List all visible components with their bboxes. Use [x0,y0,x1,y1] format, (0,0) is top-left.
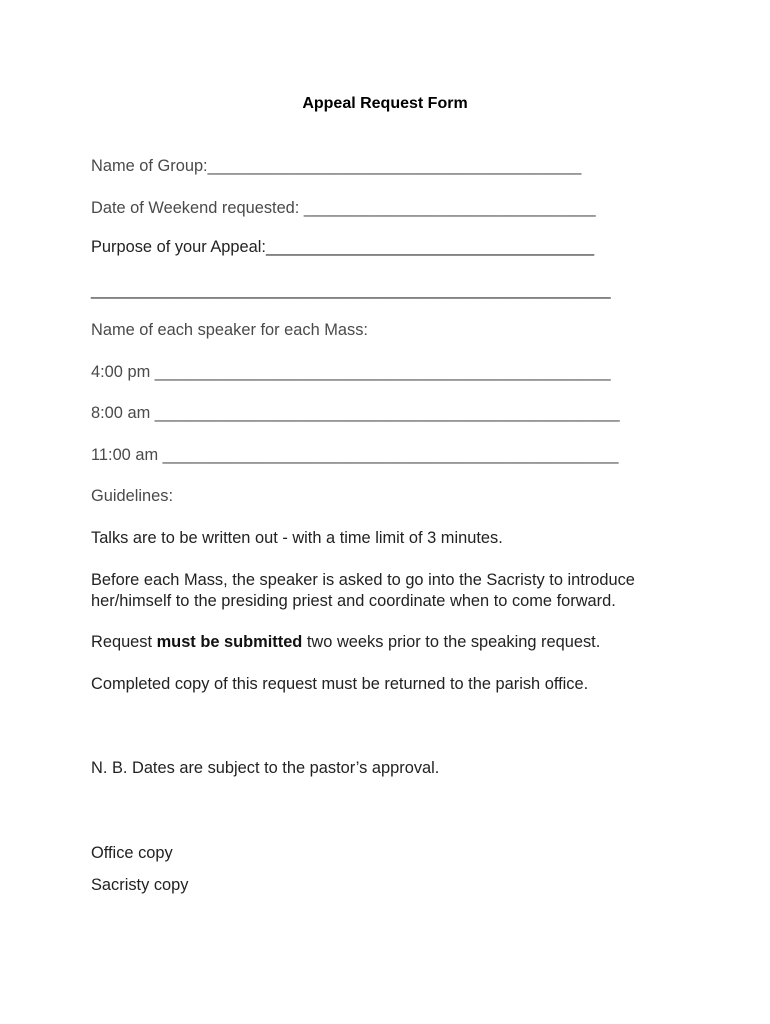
form-title: Appeal Request Form [302,95,468,112]
group-name-field: Name of Group:_________________________________________ [91,157,582,175]
speakers-heading: Name of each speaker for each Mass: [91,321,368,339]
mass-11am-speaker-field: 11:00 am __________________________________________________ [91,446,619,464]
submission-text-pre: Request [91,633,157,651]
guideline-before-mass-line-1: Before each Mass, the speaker is asked to go into the Sacristy to introduce [91,571,635,589]
sacristy-copy-label: Sacristy copy [91,876,189,894]
guideline-return-copy: Completed copy of this request must be returned to the parish office. [91,675,589,693]
appeal-purpose-field: Purpose of your Appeal:____________________________________ [91,238,595,256]
weekend-date-field: Date of Weekend requested: ________________________________ [91,199,596,217]
guideline-submission [91,632,600,653]
guideline-before-mass-line-2: her/himself to the presiding priest and coordinate when to come forward. [91,592,616,610]
mass-8am-speaker-field: 8:00 am ___________________________________________________ [91,404,620,422]
submission-text-post: two weeks prior to the speaking request. [302,633,601,651]
submission-emphasis: must be submitted [156,633,303,651]
guideline-talks: Talks are to be written out - with a time limit of 3 minutes. [91,529,503,547]
office-copy-label: Office copy [91,844,173,862]
approval-note: N. B. Dates are subject to the pastor’s approval. [91,759,440,777]
mass-4pm-speaker-field: 4:00 pm __________________________________________________ [91,363,611,381]
appeal-purpose-continuation-line: _________________________________________________________ [91,281,611,299]
guidelines-heading: Guidelines: [91,487,174,505]
